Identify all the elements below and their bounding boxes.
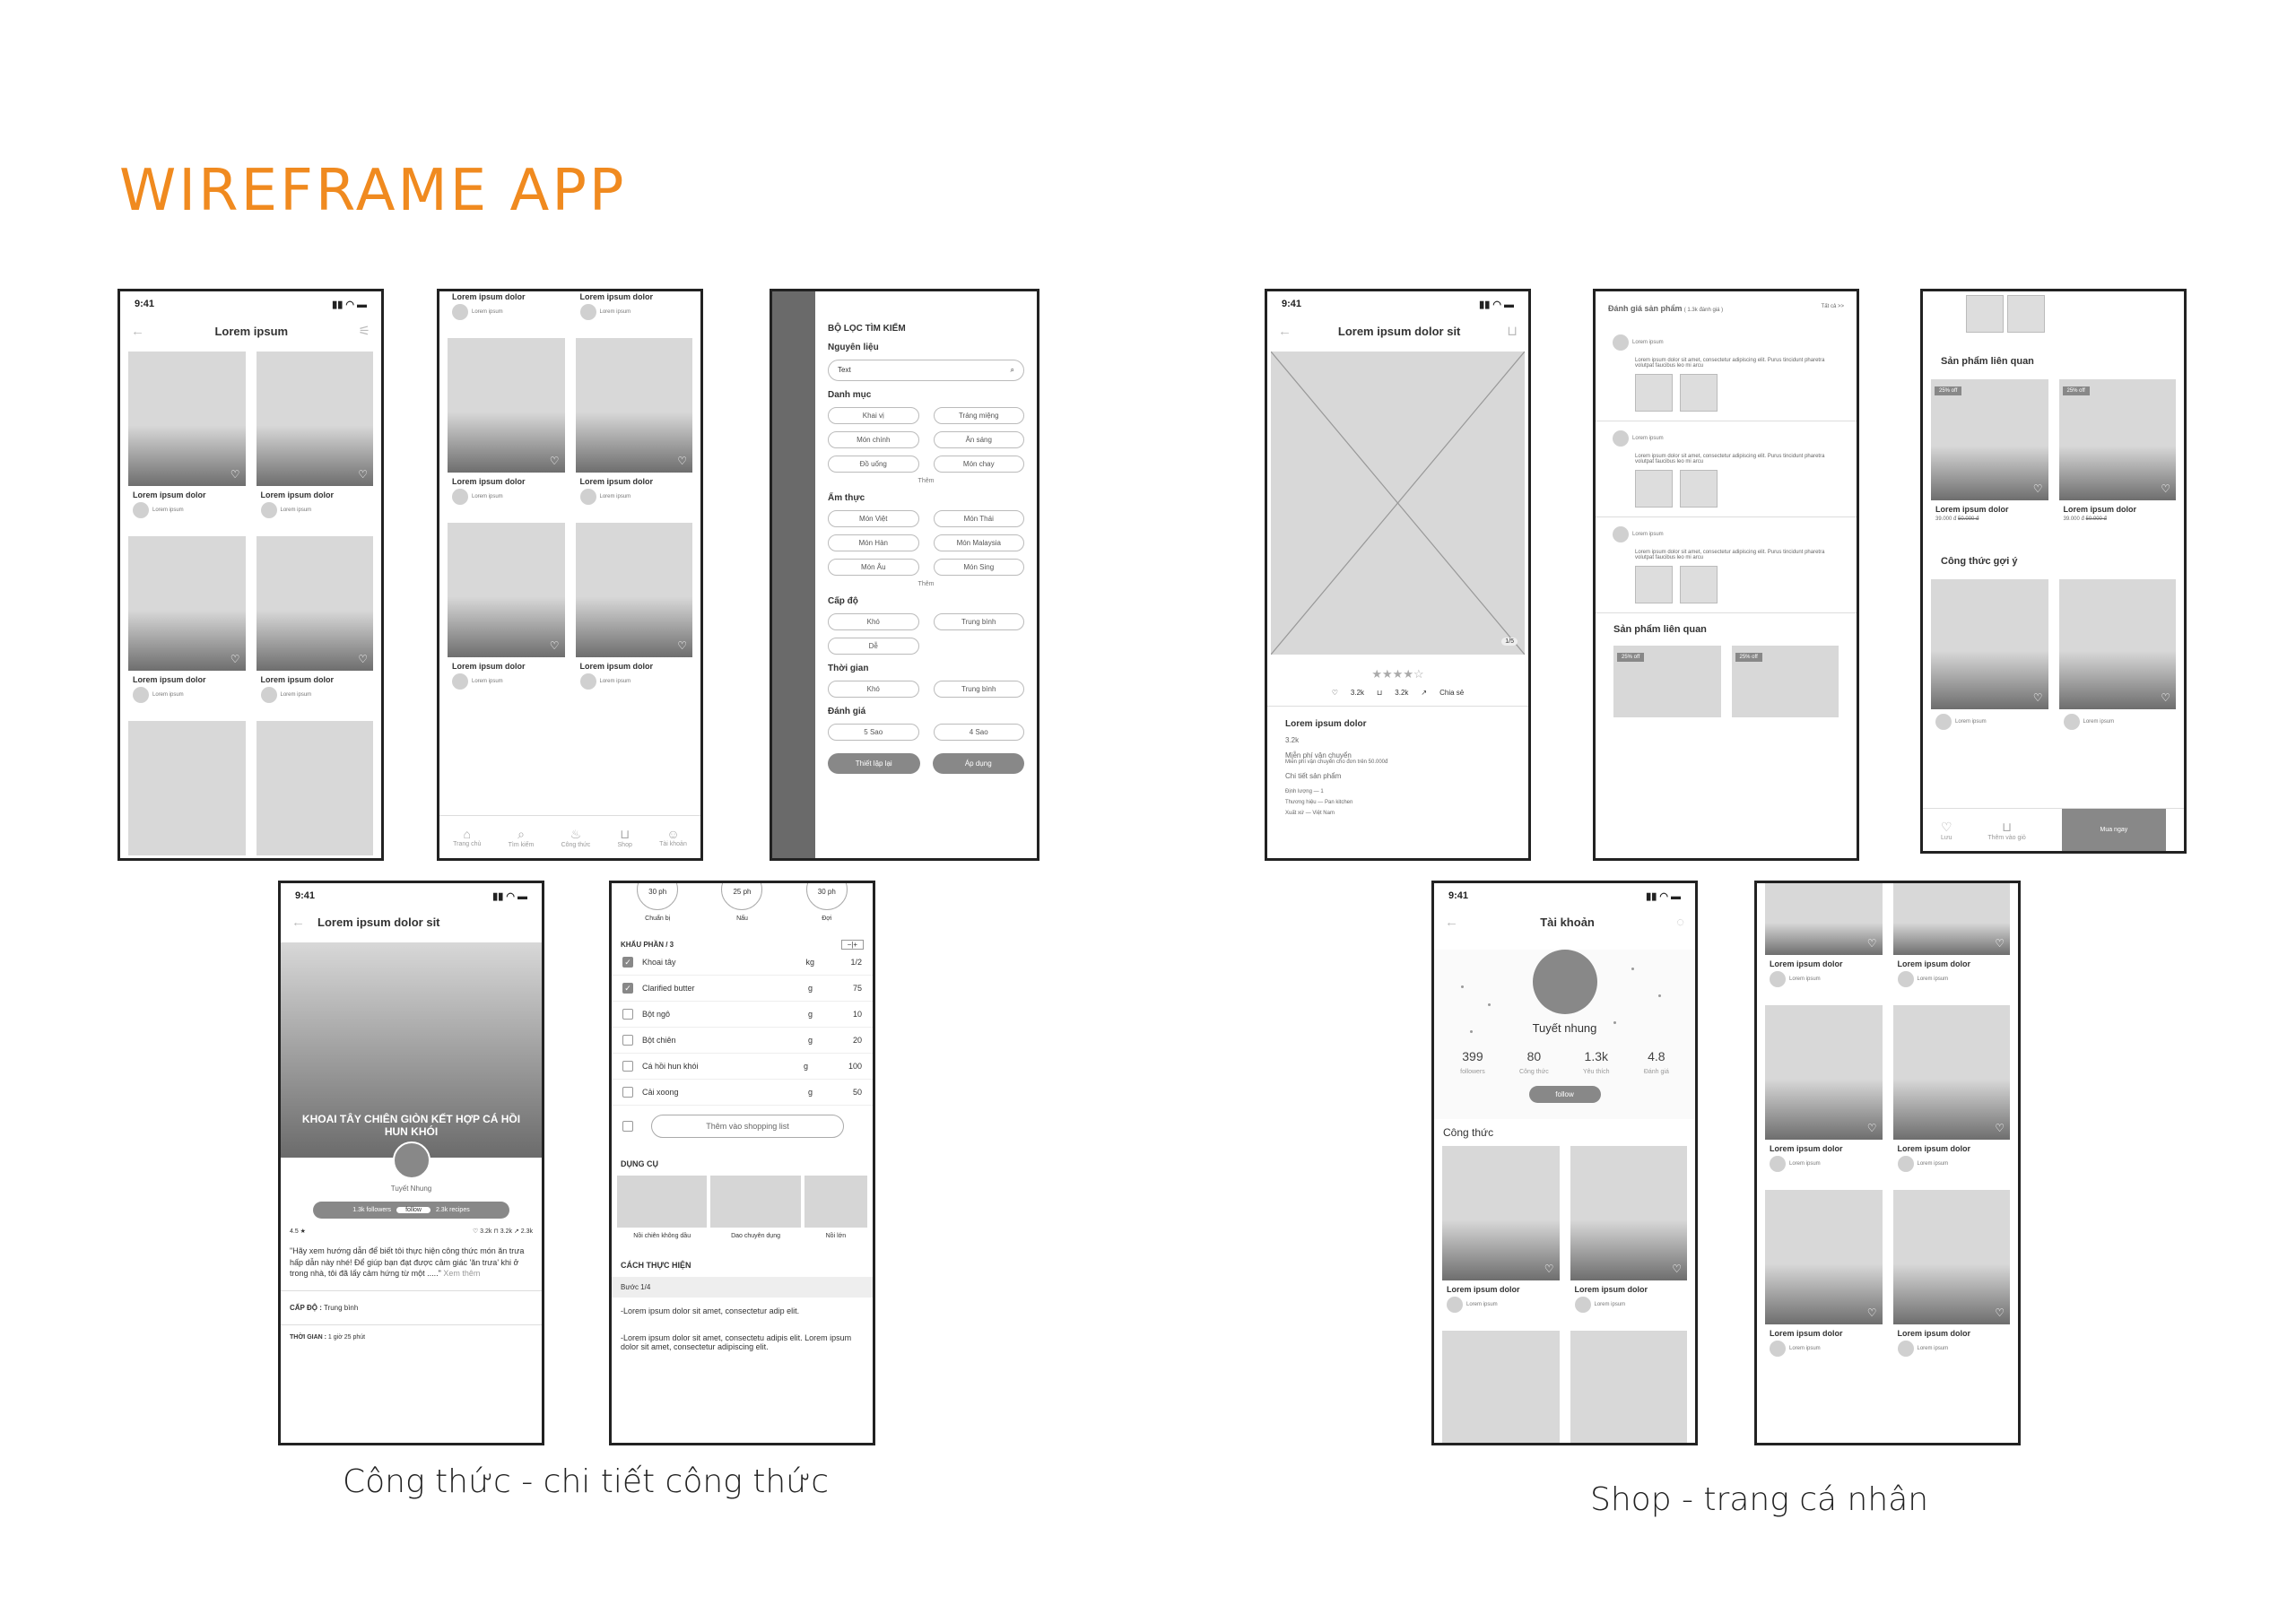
header: ← Tài khoản ◌ — [1445, 915, 1684, 930]
heart-icon[interactable]: ♡ — [1866, 1306, 1877, 1319]
heart-icon[interactable]: ♡ — [549, 455, 560, 467]
time-chips — [828, 681, 1024, 698]
screen-recipe: 9:41 ▮▮ ◠ ▬ ← Lorem ipsum dolor sit KHOAI TÂY CHIÊN GIÒN KẾT HỢP CÁ HỒI HUN KHÓI Tuyết Nhung 1.3k followers follow 2.3k recipes 4.5 ★ ♡ 3.2k ⊓ 3.2k ↗ 2.3k "Hãy xem hướng dẫn để biết tôi thực hiện công thức món ăn trưa hấp dẫn này nhé! Để giúp bạn đạt được cảm giác 'ăn trưa' khi ở trong nhà, tôi đã lấy cảm hứng từ một ....." Xem thêm CẤP ĐỘ : Trung bình THỜI GIAN : 1 giờ 25 phút — [278, 881, 544, 1445]
step-selector[interactable]: Bước 1/4 — [612, 1277, 873, 1298]
recipe-card[interactable]: Lorem ipsum dolor Lorem ipsum — [448, 289, 565, 327]
recipe-card[interactable]: ♡ Lorem ipsum dolor Lorem ipsum — [257, 536, 374, 710]
heart-icon[interactable]: ♡ — [2032, 691, 2043, 704]
avatar — [1770, 971, 1786, 987]
rating-chips — [828, 724, 1024, 741]
review-item: Lorem ipsum Lorem ipsum dolor sit amet, consectetur adipiscing elit. Purus tincidunt pharetra volutpat faucibus leo mi arcu — [1596, 325, 1857, 421]
suggest-grid — [1923, 579, 2184, 737]
recipe-card[interactable]: ♡ Lorem ipsum dolor Lorem ipsum — [1570, 1146, 1688, 1320]
user-icon: ☺ — [666, 827, 680, 841]
avatar — [1898, 1341, 1914, 1357]
reset-button[interactable]: Thiết lập lại — [828, 753, 920, 774]
page-title: WIREFRAME APP — [119, 158, 627, 224]
filter-chip[interactable]: Khó — [828, 681, 919, 698]
filter-chip[interactable]: Món Âu — [828, 559, 919, 576]
product-price: 3.2k — [1285, 736, 1300, 744]
ingredient-row[interactable]: Bột chiên g 20 — [612, 1028, 873, 1054]
level-chips — [828, 613, 1024, 655]
recipe-grid — [120, 352, 381, 855]
search-icon: ⌕ — [1010, 366, 1014, 374]
recipe-grid — [1434, 1146, 1695, 1445]
cart-icon[interactable]: ⊔ — [1507, 324, 1518, 339]
status-bar: 9:41 ▮▮ ◠ ▬ — [1282, 299, 1514, 310]
header-title: Lorem ipsum — [214, 324, 289, 338]
ingredient-input[interactable]: Text ⌕ — [828, 360, 1024, 381]
author-stats: 1.3k followers follow 2.3k recipes — [313, 1202, 509, 1219]
nav-account[interactable]: ☺ Tài khoản — [659, 827, 687, 847]
avatar — [452, 304, 468, 320]
review-item: Lorem ipsum Lorem ipsum dolor sit amet, consectetur adipiscing elit. Purus tincidunt pharetra volutpat faucibus leo mi arcu — [1596, 421, 1857, 517]
screen-product: 9:41 ▮▮ ◠ ▬ ← Lorem ipsum dolor sit ⊔ 1/5 ★★★★☆ ♡ 3.2k ⊔ 3.2k ↗ Chia sẻ Lorem ipsum dolor 3.2k Miễn phí vận chuyển Miễn phí vận chuyển cho đơn trên 50.000đ Chi tiết sản phẩm Định lượng — 1 Thương hiệu — Pan kitchen Xuất xứ — Việt Nam — [1265, 289, 1531, 861]
product-image — [1271, 352, 1525, 655]
timers: 30 ph Chuẩn bị 25 ph Nấu 30 ph Đợi — [612, 883, 873, 922]
heart-icon[interactable]: ♡ — [2032, 482, 2043, 495]
avatar — [261, 687, 277, 703]
product-bottom-bar — [1923, 808, 2184, 851]
apply-button[interactable]: Áp dụng — [933, 753, 1025, 774]
ingredient-row[interactable]: ✓ Clarified butter g 75 — [612, 976, 873, 1002]
recipe-card[interactable]: ♡ Lorem ipsum dolor Lorem ipsum — [128, 536, 246, 710]
product-actions: ♡ 3.2k ⊔ 3.2k ↗ Chia sẻ — [1331, 689, 1465, 697]
save-button[interactable]: ♡ Lưu — [1940, 819, 1952, 841]
recipe-card[interactable]: ♡ Lorem ipsum dolor Lorem ipsum — [257, 352, 374, 525]
recipe-card[interactable]: ♡ Lorem ipsum dolor Lorem ipsum — [448, 338, 565, 512]
home-icon: ⌂ — [463, 827, 471, 841]
filter-chip[interactable]: 5 Sao — [828, 724, 919, 741]
profile-section: Tuyết nhung 399 followers 80 Công thức 1.3k Yêu thích 4.8 Đánh giá follow — [1434, 950, 1695, 1119]
heart-icon[interactable]: ♡ — [1995, 1306, 2005, 1319]
recipe-card[interactable]: ♡ Lorem ipsum — [2059, 579, 2177, 737]
share-icon[interactable]: ↗ — [1421, 689, 1428, 697]
avatar — [580, 673, 596, 690]
filter-title: BỘ LỌC TÌM KIẾM — [828, 324, 906, 334]
nav-shop[interactable]: ⊔ Shop — [617, 826, 632, 848]
filter-chip[interactable]: Món Malaysia — [934, 534, 1025, 551]
recipe-card[interactable]: ♡ Lorem ipsum dolor Lorem ipsum — [448, 523, 565, 697]
screen-account — [1431, 881, 1698, 1445]
avatar — [580, 304, 596, 320]
heart-icon[interactable]: ♡ — [1544, 1263, 1554, 1275]
add-to-cart-button[interactable]: ⊔ Thêm vào giỏ — [1987, 819, 2026, 841]
follow-button[interactable]: follow — [1529, 1086, 1601, 1103]
chef-icon: ♨ — [570, 826, 582, 841]
recipe-card[interactable] — [257, 721, 374, 855]
buy-now-button[interactable]: Mua ngay — [2062, 809, 2166, 851]
filter-chip[interactable]: Món Thái — [934, 510, 1025, 527]
heart-icon[interactable]: ♡ — [1866, 937, 1877, 950]
heart-icon[interactable]: ♡ — [1331, 689, 1338, 697]
heart-icon[interactable]: ♡ — [1866, 1122, 1877, 1134]
avatar — [133, 502, 149, 518]
avatar — [1898, 971, 1914, 987]
ingredient-row[interactable]: ✓ Khoai tây kg 1/2 — [612, 950, 873, 976]
avatar — [1770, 1341, 1786, 1357]
nav-search[interactable]: ⌕ Tìm kiếm — [508, 826, 535, 848]
filter-chip[interactable]: Dễ — [828, 638, 919, 655]
avatar — [452, 673, 468, 690]
filter-chip[interactable]: Món chay — [934, 456, 1025, 473]
heart-icon[interactable]: ♡ — [2161, 482, 2170, 495]
back-arrow-icon[interactable]: ← — [131, 323, 144, 339]
product-card[interactable]: 25% off ♡ Lorem ipsum dolor 39.000 đ 50.000 đ — [1931, 379, 2048, 522]
review-item: Lorem ipsum Lorem ipsum dolor sit amet, consectetur adipiscing elit. Purus tincidunt pharetra volutpat faucibus leo mi arcu — [1596, 517, 1857, 613]
filter-chip[interactable]: Ăn sáng — [934, 431, 1025, 448]
related-grid — [1923, 379, 2184, 522]
recipe-grid — [439, 289, 700, 697]
heart-icon[interactable]: ♡ — [1995, 1122, 2005, 1134]
heart-icon[interactable]: ♡ — [230, 468, 240, 481]
filter-icon[interactable]: ⚟ — [358, 324, 370, 339]
screen-related: Sản phẩm liên quan 25% off ♡ Lorem ipsum dolor 39.000 đ 50.000 đ 25% off ♡ Lorem ipsum dolor 39.000 đ 50.000 đ Công thức gợi ý ♡ Lorem ipsum ♡ Lorem ipsum ♡ Lưu ⊔ Thêm vào giỏ Mua ngay — [1920, 289, 2187, 854]
servings-stepper[interactable]: −|+ — [841, 940, 864, 950]
recipes-tab[interactable]: Công thức — [1443, 1126, 1494, 1139]
see-more-link[interactable]: Xem thêm — [443, 1269, 481, 1279]
rating-stars: ★★★★☆ — [1371, 667, 1424, 681]
heart-icon[interactable]: ♡ — [677, 455, 687, 467]
status-bar: 9:41 ▮▮ ◠ ▬ — [135, 299, 367, 310]
related-title: Sản phẩm liên quan — [1613, 624, 1707, 635]
screen-recipe-detail: 30 ph Chuẩn bị 25 ph Nấu 30 ph Đợi KHẨU PHẦN / 3 −|+ ✓ Khoai tây kg 1/2 ✓ Clarified butter g 75 Bột ngô g 10 Bột chiên g 20 Cá hồi hun khói g 100 Cải xoong g 50 Thêm vào shopping list DỤNG CỤ Nồi chiên không dầu Dao chuyên dụng Nồi lớn CÁCH THỰC HIỆN Bước 1/4 -Lorem ipsum dolor sit amet, consectetur adip elit. -Lorem ipsum dolor sit amet, consectetu adipis elit. Lorem ipsum dolor sit amet, consectetur adipiscing elit. — [609, 881, 875, 1445]
heart-icon[interactable]: ♡ — [230, 653, 240, 665]
heart-icon[interactable]: ♡ — [549, 639, 560, 652]
cart-icon[interactable]: ⊔ — [1377, 689, 1383, 697]
screen-reviews: Đánh giá sản phẩm ( 1.3k đánh giá ) Tất cả >> Lorem ipsum Lorem ipsum dolor sit amet, consectetur adipiscing elit. Purus tincidunt pharetra volutpat faucibus leo mi arcu Lorem ipsum Lorem ipsum dolor sit amet, consectetur adipiscing elit. Purus tincidunt pharetra volutpat faucibus leo mi arcu Lorem ipsum Lorem ipsum dolor sit amet, consectetur adipiscing elit. Purus tincidunt pharetra volutpat faucibus leo mi arcu Sản phẩm liên quan 25% off 25% off — [1593, 289, 1859, 861]
filter-chip[interactable]: Đồ uống — [828, 456, 919, 473]
recipe-card[interactable]: ♡ Lorem ipsum dolor Lorem ipsum — [1893, 1190, 2011, 1364]
add-shopping-list-button[interactable]: Thêm vào shopping list — [651, 1115, 844, 1138]
heart-icon[interactable]: ♡ — [1672, 1263, 1682, 1275]
avatar — [1770, 1156, 1786, 1172]
heart-icon[interactable]: ♡ — [358, 468, 368, 481]
recipe-card[interactable]: ♡ Lorem ipsum — [1931, 579, 2048, 737]
avatar — [1447, 1297, 1463, 1313]
avatar — [1613, 526, 1629, 542]
bottom-nav — [439, 815, 700, 858]
recipe-card[interactable]: ♡ Lorem ipsum dolor Lorem ipsum — [1893, 883, 2011, 994]
product-card[interactable]: 25% off ♡ Lorem ipsum dolor 39.000 đ 50.000 đ — [2059, 379, 2177, 522]
avatar — [133, 687, 149, 703]
header: ← Lorem ipsum dolor sit ⊔ — [1278, 323, 1518, 339]
avatar[interactable] — [393, 1141, 430, 1179]
screen-recipe-list — [117, 289, 384, 861]
status-bar: 9:41 ▮▮ ◠ ▬ — [1448, 890, 1681, 902]
more-link[interactable]: Thêm — [918, 581, 935, 587]
avatar — [2064, 714, 2080, 730]
status-bar: 9:41 ▮▮ ◠ ▬ — [295, 890, 527, 902]
product-name: Lorem ipsum dolor — [1285, 719, 1367, 729]
filter-chip[interactable]: Món Hàn — [828, 534, 919, 551]
cart-icon: ⊔ — [620, 826, 631, 841]
filter-chip[interactable]: Món Sing — [934, 559, 1025, 576]
caption-right: Shop - trang cá nhân — [1590, 1481, 1929, 1518]
recipe-quote: "Hãy xem hướng dẫn để biết tôi thực hiện công thức món ăn trưa hấp dẫn này nhé! Để giúp bạn đạt được cảm giác 'ăn trưa' khi ở trong nhà, tôi đã lấy cảm hứng từ một ....." Xem thêm — [281, 1235, 542, 1291]
recipe-card[interactable]: Lorem ipsum dolor Lorem ipsum — [576, 289, 693, 327]
ingredient-list — [612, 950, 873, 1106]
heart-icon[interactable]: ♡ — [358, 653, 368, 665]
ingredient-row[interactable]: Bột ngô g 10 — [612, 1002, 873, 1028]
filter-chip[interactable]: Món chính — [828, 431, 919, 448]
avatar — [1575, 1297, 1591, 1313]
see-all-link[interactable]: Tất cả >> — [1821, 304, 1844, 309]
heart-icon[interactable]: ♡ — [1995, 937, 2005, 950]
recipe-card[interactable] — [1570, 1331, 1688, 1445]
recipe-card[interactable]: ♡ Lorem ipsum dolor Lorem ipsum — [576, 338, 693, 512]
recipe-card[interactable] — [128, 721, 246, 855]
heart-icon[interactable]: ♡ — [2161, 691, 2170, 704]
tools-list: Nồi chiên không dầu Dao chuyên dụng Nồi lớn — [612, 1176, 873, 1239]
filter-panel: BỘ LỌC TÌM KIẾM Nguyên liệu Text ⌕ Danh mục Khai vị Tráng miệng Món chính Ăn sáng Đồ uống Món chay Thêm Ẩm thực Món Việt Món Thái Món Hàn Món Malaysia Món Âu Món Sing Thêm Cấp độ Khó Trung bình Dễ Thời gian Khó Trung bình Đánh giá 5 Sao 4 Sao Thiết lập lại Áp dụng — [815, 291, 1037, 858]
header — [120, 310, 381, 352]
more-link[interactable]: Thêm — [918, 478, 935, 484]
caption-left: Công thức - chi tiết công thức — [343, 1463, 829, 1500]
filter-chip[interactable]: Trung bình — [934, 681, 1025, 698]
screen-filter — [770, 289, 1039, 861]
filter-chip[interactable]: Khai vị — [828, 407, 919, 424]
avatar[interactable] — [1533, 950, 1597, 1014]
category-chips — [828, 407, 1024, 473]
recipe-card[interactable]: ♡ Lorem ipsum dolor Lorem ipsum — [128, 352, 246, 525]
avatar — [1935, 714, 1952, 730]
avatar — [1898, 1156, 1914, 1172]
recipe-card[interactable]: ♡ Lorem ipsum dolor Lorem ipsum — [1765, 1190, 1883, 1364]
filter-chip[interactable]: Trung bình — [934, 613, 1025, 630]
overlay — [772, 291, 815, 858]
avatar — [1613, 430, 1629, 447]
recipe-card[interactable]: ♡ Lorem ipsum dolor Lorem ipsum — [1442, 1146, 1560, 1320]
recipe-card[interactable] — [1442, 1331, 1560, 1445]
recipe-card[interactable]: ♡ Lorem ipsum dolor Lorem ipsum — [576, 523, 693, 697]
screen-recipe-list-scrolled — [437, 289, 703, 861]
filter-actions — [828, 753, 1024, 774]
back-arrow-icon[interactable]: ← — [291, 915, 305, 930]
back-arrow-icon[interactable]: ← — [1278, 323, 1292, 339]
filter-chip[interactable]: 4 Sao — [934, 724, 1025, 741]
filter-chip[interactable]: Món Việt — [828, 510, 919, 527]
nav-home[interactable]: ⌂ Trang chủ — [453, 827, 482, 847]
follow-button[interactable]: follow — [396, 1207, 430, 1213]
recipe-hero: KHOAI TÂY CHIÊN GIÒN KẾT HỢP CÁ HỒI HUN KHÓI — [281, 942, 542, 1158]
header: ← Lorem ipsum dolor sit — [291, 915, 440, 930]
avatar — [1613, 334, 1629, 351]
chat-icon[interactable]: ◌ — [1676, 915, 1684, 930]
image-counter: 1/5 — [1501, 638, 1518, 646]
avatar — [261, 502, 277, 518]
back-arrow-icon[interactable]: ← — [1445, 915, 1458, 930]
heart-icon[interactable]: ♡ — [677, 639, 687, 652]
ingredient-row[interactable]: Cá hồi hun khói g 100 — [612, 1054, 873, 1080]
filter-chip[interactable]: Tráng miệng — [934, 407, 1025, 424]
screen-account-grid — [1754, 881, 2021, 1445]
recipe-card[interactable]: ♡ Lorem ipsum dolor Lorem ipsum — [1893, 1005, 2011, 1179]
profile-name: Tuyết nhung — [1532, 1021, 1597, 1035]
avatar — [580, 489, 596, 505]
ingredient-row[interactable]: Cải xoong g 50 — [612, 1080, 873, 1106]
avatar — [452, 489, 468, 505]
search-icon: ⌕ — [517, 826, 525, 841]
nav-recipes[interactable]: ♨ Công thức — [561, 826, 591, 848]
recipe-card[interactable]: ♡ Lorem ipsum dolor Lorem ipsum — [1765, 1005, 1883, 1179]
cuisine-chips — [828, 510, 1024, 576]
filter-chip[interactable]: Khó — [828, 613, 919, 630]
recipe-card[interactable]: ♡ Lorem ipsum dolor Lorem ipsum — [1765, 883, 1883, 994]
recipe-grid — [1757, 883, 2018, 1364]
